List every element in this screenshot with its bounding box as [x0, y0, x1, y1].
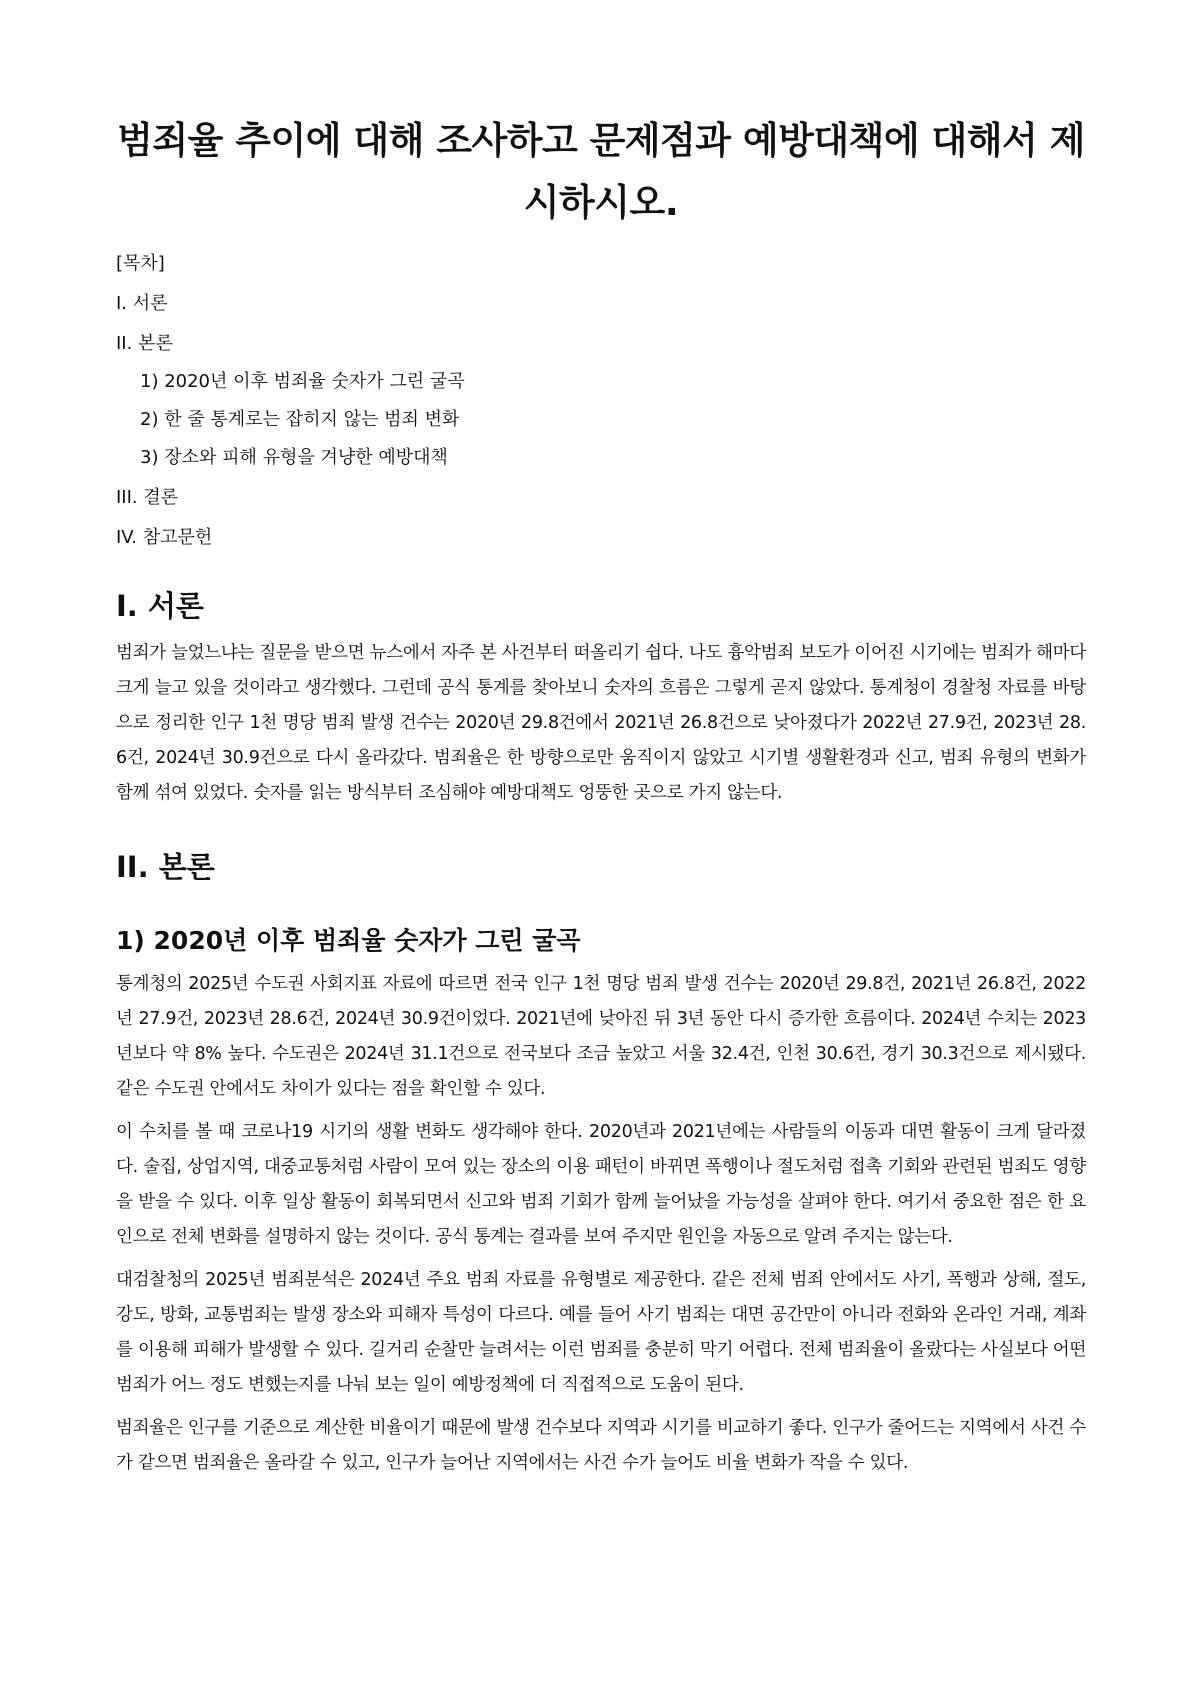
- intro-heading: I. 서론: [116, 589, 204, 623]
- body-section: [116, 847, 1086, 1481]
- body-paragraph: 대검찰청의 2025년 범죄분석은 2024년 주요 범죄 자료를 유형별로 제공한다. 같은 전체 범죄 안에서도 사기, 폭행과 상해, 절도, 강도, 방화, 교통범죄는 발생 장소와 피해자 특성이 다르다. 예를 들어 사기 범죄는 대면 공간만이 아니라 전화와 온라인 거래, 계좌를 이용해 피해가 발생할 수 있다. 길거리 순찰만 늘려서는 이런 범죄를 충분히 막기 어렵다. 전체 범죄율이 올랐다는 사실보다 어떤 범죄가 어느 정도 변했는지를 나눠 보는 일이 예방정책에 더 직접적으로 도움이 된다.: [116, 1270, 1086, 1395]
- document-page: [116, 110, 1086, 1481]
- toc-item-body-3: 3) 장소와 피해 유형을 겨냥한 예방대책: [140, 447, 448, 468]
- body-paragraph: 범죄율은 인구를 기준으로 계산한 비율이기 때문에 발생 건수보다 지역과 시기를 비교하기 좋다. 인구가 줄어드는 지역에서 사건 수가 같으면 범죄율은 올라갈 수 있고, 인구가 늘어난 지역에서는 사건 수가 늘어도 비율 변화가 작을 수 있다.: [116, 1418, 1086, 1473]
- intro-paragraph: 범죄가 늘었느냐는 질문을 받으면 뉴스에서 자주 본 사건부터 떠올리기 쉽다. 나도 흉악범죄 보도가 이어진 시기에는 범죄가 해마다 크게 늘고 있을 것이라고 생각했다. 그런데 공식 통계를 찾아보니 숫자의 흐름은 그렇게 곧지 않았다. 통계청이 경찰청 자료를 바탕으로 정리한 인구 1천 명당 범죄 발생 건수는 2020년 29.8건에서 2021년 26.8건으로 낮아졌다가 2022년 27.9건, 2023년 28.6건, 2024년 30.9건으로 다시 올라갔다. 범죄율은 한 방향으로만 움직이지 않았고 시기별 생활환경과 신고, 범죄 유형의 변화가 함께 섞여 있었다. 숫자를 읽는 방식부터 조심해야 예방대책도 엉뚱한 곳으로 가지 않는다.: [116, 643, 1086, 803]
- toc-heading: [목차]: [116, 253, 165, 274]
- toc-item-intro: I. 서론: [116, 293, 168, 314]
- subsection-1-heading: 1) 2020년 이후 범죄율 숫자가 그린 굴곡: [116, 926, 581, 955]
- toc-item-references: IV. 참고문헌: [116, 527, 213, 548]
- body-paragraph: 통계청의 2025년 수도권 사회지표 자료에 따르면 전국 인구 1천 명당 범죄 발생 건수는 2020년 29.8건, 2021년 26.8건, 2022년 27.9건, 2023년 28.6건, 2024년 30.9건이었다. 2021년에 낮아진 뒤 3년 동안 다시 증가한 흐름이다. 2024년 수치는 2023년보다 약 8% 높다. 수도권은 2024년 31.1건으로 전국보다 조금 높았고 서울 32.4건, 인천 30.6건, 경기 30.3건으로 제시됐다. 같은 수도권 안에서도 차이가 있다는 점을 확인할 수 있다.: [116, 974, 1086, 1099]
- subsection-1: [116, 923, 1086, 1481]
- body-heading: II. 본론: [116, 850, 215, 884]
- intro-section: [116, 586, 1086, 811]
- body-paragraph: 이 수치를 볼 때 코로나19 시기의 생활 변화도 생각해야 한다. 2020년과 2021년에는 사람들의 이동과 대면 활동이 크게 달라졌다. 술집, 상업지역, 대중교통처럼 사람이 모여 있는 장소의 이용 패턴이 바뀌면 폭행이나 절도처럼 접촉 기회와 관련된 범죄도 영향을 받을 수 있다. 이후 일상 활동이 회복되면서 신고와 범죄 기회가 함께 늘어났을 가능성을 살펴야 한다. 여기서 중요한 점은 한 요인으로 전체 변화를 설명하지 않는 것이다. 공식 통계는 결과를 보여 주지만 원인을 자동으로 알려 주지는 않는다.: [116, 1122, 1086, 1247]
- toc-item-body-1: 1) 2020년 이후 범죄율 숫자가 그린 굴곡: [140, 371, 465, 392]
- toc-item-conclusion: III. 결론: [116, 487, 179, 508]
- toc-item-body: II. 본론: [116, 333, 173, 354]
- document-title: 범죄율 추이에 대해 조사하고 문제점과 예방대책에 대해서 제시하시오.: [117, 119, 1085, 224]
- toc-item-body-2: 2) 한 줄 통계로는 잡히지 않는 범죄 변화: [140, 409, 460, 430]
- table-of-contents: [116, 252, 1086, 550]
